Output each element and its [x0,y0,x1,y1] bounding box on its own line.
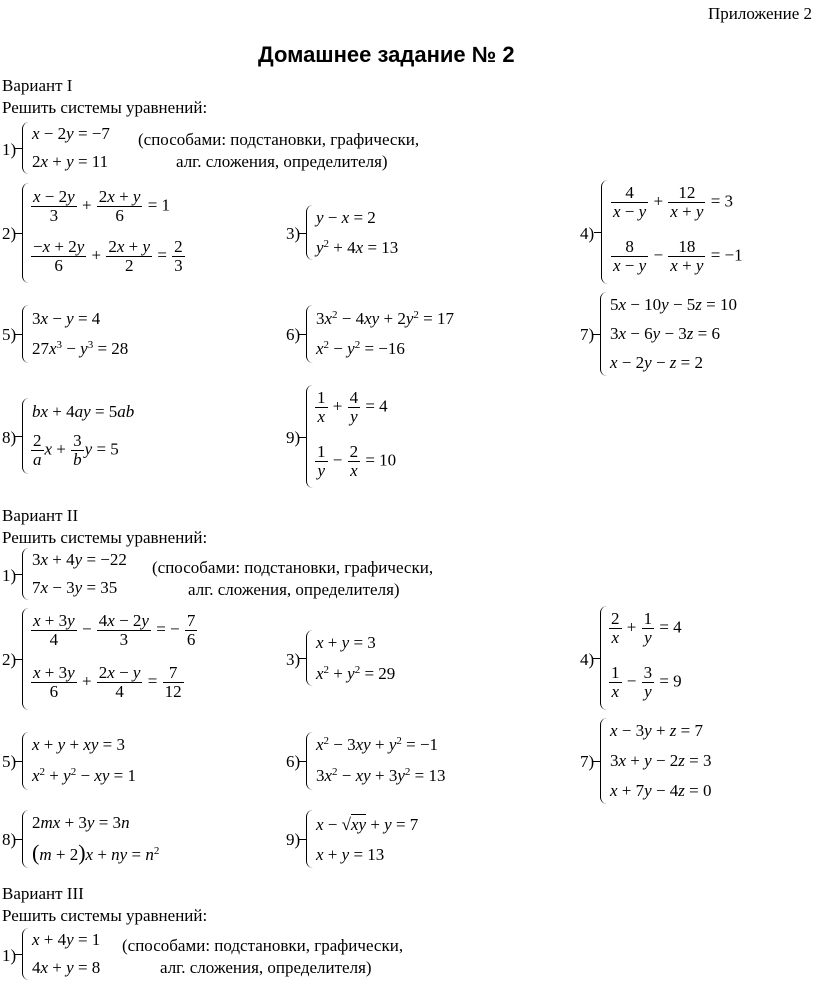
v1-problem-5-brace [22,305,30,363]
v2-problem-1-number: 1) [2,566,17,585]
v1-p7-eq3: x − 2y − z = 2 [610,353,703,372]
v2-problem-3-number: 3) [286,650,301,669]
v2-p6-eq2: $3x^2$ − xy + $3y^2 = 13$ [316,766,446,785]
v2-problem-9-number: 9) [286,830,301,849]
v1-p3-eq2: $y^2 + 4x = 13$ [316,238,399,257]
v1-p6-eq1: $3x^2 - 4xy + 2y^2 = 17$ [316,309,454,328]
v2-problem-2-number: 2) [2,650,17,669]
page-title: Домашнее задание № 2 [258,42,515,67]
v1-p9-eq1: $\frac{1}{x}$ + $\frac{4}{y}$ = 4 [317,388,388,426]
v1-problem-6-brace [306,305,314,363]
v1-p1-eq2: 2x + y = 11 [32,152,109,171]
v2-p1-eq1: 3x + 4y = −22 [32,550,127,569]
v1-problem-8-number: 8) [2,428,17,447]
v2-problem-6-number: 6) [286,752,301,771]
v1-p4-eq1: $\frac{4}{x - y}$ + $\frac{12}{x + y}$ = 3 [613,183,734,221]
variant-2-heading: Вариант II [2,506,79,525]
v1-problem-9-brace [306,385,314,488]
v1-p8-eq2: $\frac{2}{a}$ x + $\frac{3}{b}$ y = 5 [33,431,119,469]
v2-p5-eq2: $x^2 + y^2$ − xy = 1 [32,766,136,785]
v2-methods-line1: (способами: подстановки, графически, [152,558,434,577]
variant-2-instruction: Решить системы уравнений: [2,528,208,547]
v2-p5-eq1: x + y + xy = 3 [32,735,125,754]
v2-problem-4-brace [600,606,608,710]
v1-problem-4-number: 4) [580,224,595,243]
variant-1-heading: Вариант I [2,76,73,95]
v2-problem-5-brace [22,732,30,790]
v1-problem-1-number: 1) [2,140,17,159]
v1-methods-line1: (способами: подстановки, графически, [138,130,420,149]
v1-p2-eq2: $\frac{-x + 2y}{6}$ + $\frac{2x + y}{2}$ = $\frac{2}{3}$ [33,237,183,275]
v2-problem-7-number: 7) [580,752,595,771]
v3-problem-1-brace [22,928,30,980]
v2-problem-1-brace [22,548,30,600]
v1-problem-7-number: 7) [580,325,595,344]
v2-p4-eq1: $\frac{2}{x}$ + $\frac{1}{y}$ = 4 [611,609,682,647]
v2-problem-7-brace [600,718,608,804]
v2-methods-line2: алг. сложения, определителя) [188,580,400,599]
v2-p7-eq3: x + 7y − 4z = 0 [610,781,712,800]
v2-problem-5-number: 5) [2,752,17,771]
v1-problem-4-brace [601,180,609,284]
v2-p4-eq2: $\frac{1}{x}$ − $\frac{3}{y}$ = 9 [611,663,682,701]
v1-p7-eq2: 3x − 6y − 3z = 6 [610,324,720,343]
v2-problem-3-brace [306,630,314,686]
v3-p1-eq2: 4x + y = 8 [32,958,101,977]
v1-problem-9-number: 9) [286,428,301,447]
v1-problem-5-number: 5) [2,325,17,344]
v1-p5-eq1: 3x − y = 4 [32,309,101,328]
v2-p8-eq1: 2mx + 3y = 3n [32,813,130,832]
v2-p3-eq1: x + y = 3 [316,633,376,652]
v1-problem-6-number: 6) [286,325,301,344]
v1-p9-eq2: $\frac{1}{y}$ − $\frac{2}{x}$ = 10 [317,442,397,480]
v1-p2-eq1: $\frac{x - 2y}{3}$ + $\frac{2x + y}{6}$ = 1 [33,187,171,225]
v1-problem-3-brace [306,205,314,260]
v2-problem-6-brace [306,732,314,790]
v1-problem-3-number: 3) [286,224,301,243]
v2-problem-8-brace [22,810,30,868]
v2-p7-eq1: x − 3y + z = 7 [610,721,703,740]
variant-3-instruction: Решить системы уравнений: [2,906,208,925]
v1-p5-eq2: $27x^3 - y^3 = 28$ [32,339,129,358]
v2-p9-eq2: x + y = 13 [316,845,385,864]
v2-problem-2-brace [22,608,30,710]
v2-p8-eq2: (m + 2)x + ny = $n^2$ [32,840,160,865]
v3-methods-line2: алг. сложения, определителя) [160,958,372,977]
v1-p7-eq1: 5x − 10y − 5z = 10 [610,295,737,314]
v2-p9-eq1: x − √xy + y = 7 [316,815,419,834]
v1-p8-eq1: bx + 4ay = 5ab [32,402,135,421]
variant-1-instruction: Решить системы уравнений: [2,98,208,117]
v2-problem-4-number: 4) [580,650,595,669]
v1-problem-2-brace [22,183,30,283]
v2-p1-eq2: 7x − 3y = 35 [32,578,118,597]
v1-problem-1-brace [22,122,30,174]
v2-problem-8-number: 8) [2,830,17,849]
v2-p6-eq1: $x^2 - 3xy + y^2 = -1$ [316,735,439,754]
v3-p1-eq1: x + 4y = 1 [32,930,101,949]
v1-methods-line2: алг. сложения, определителя) [176,152,388,171]
v2-p2-eq2: $\frac{x + 3y}{6}$ + $\frac{2x - y}{4}$ = $\frac{7}{12}$ [33,663,182,701]
v1-p3-eq1: y − x = 2 [316,208,376,227]
v1-problem-7-brace [600,292,608,376]
v2-problem-9-brace [306,810,314,868]
v2-p3-eq2: $x^2 + y^2 = 29$ [316,664,396,683]
appendix-label: Приложение 2 [708,4,812,23]
v3-methods-line1: (способами: подстановки, графически, [122,936,404,955]
v1-p4-eq2: $\frac{8}{x - y}$ − $\frac{18}{x + y}$ = −1 [613,237,743,275]
v1-problem-8-brace [22,398,30,474]
v1-p1-eq1: x − 2y = −7 [32,124,110,143]
v2-p7-eq2: 3x + y − 2z = 3 [610,751,712,770]
v1-problem-2-number: 2) [2,224,17,243]
v1-p6-eq2: $x^2 - y^2 = -16$ [316,339,405,358]
v3-problem-1-number: 1) [2,946,17,965]
v2-p2-eq1: $\frac{x + 3y}{4}$ − $\frac{4x - 2y}{3}$ = − $\frac{7}{6}$ [33,611,196,649]
variant-3-heading: Вариант III [2,884,84,903]
